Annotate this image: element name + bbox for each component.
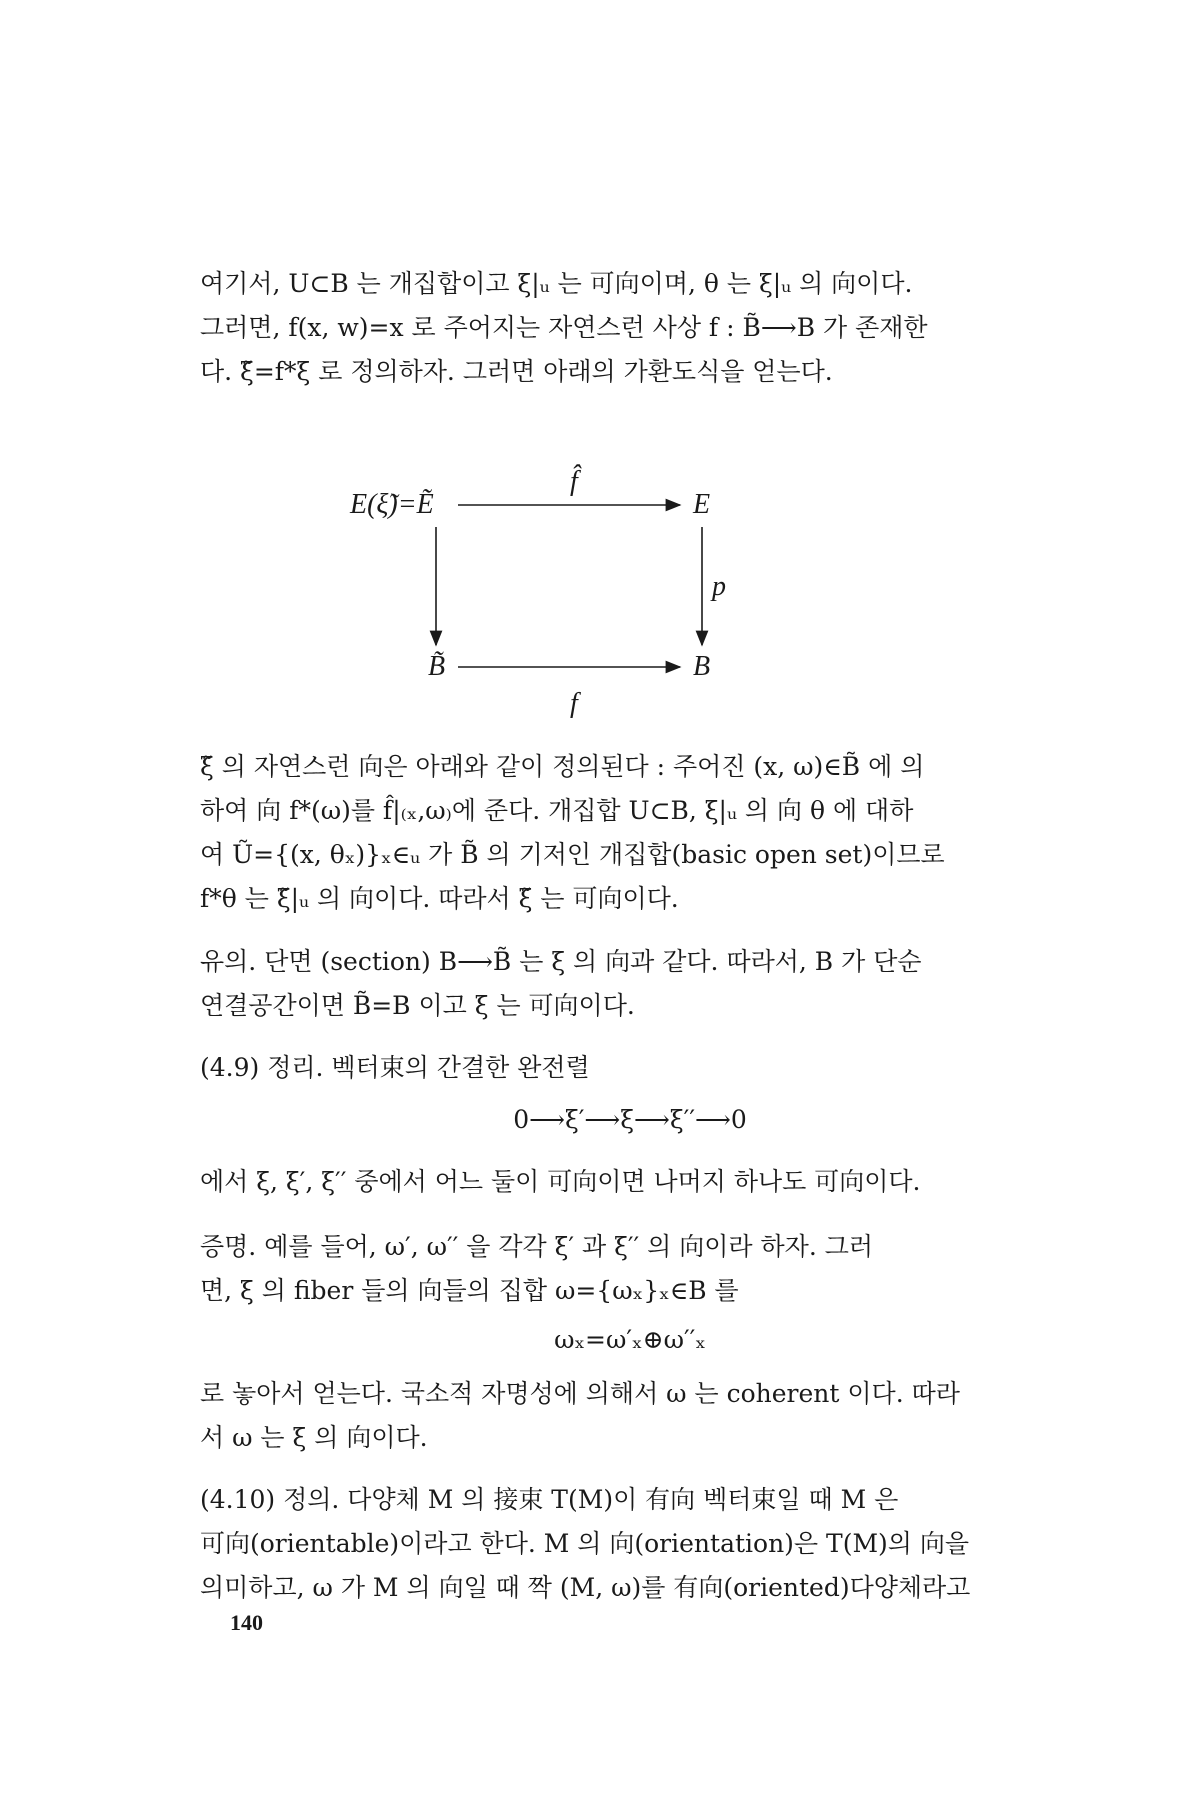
proof-conclusion (200, 1372, 1060, 1460)
diagram-right-arrow-label: p (712, 571, 726, 602)
text-line: (4.9) 정리. 벡터束의 간결한 완전렬 (200, 1053, 590, 1082)
commutative-diagram (350, 455, 840, 719)
text-line: 연결공간이면 B̃=B 이고 ξ 는 可向이다. (200, 991, 635, 1020)
text-line: 에서 ξ, ξ′, ξ′′ 중에서 어느 둘이 可向이면 나머지 하나도 可向이다. (200, 1167, 921, 1196)
text-line: 증명. 예를 들어, ω′, ω′′ 을 각각 ξ′ 과 ξ′′ 의 向이라 하자. 그러 (200, 1232, 874, 1261)
text-line: ωₓ=ω′ₓ⊕ω′′ₓ (554, 1325, 706, 1354)
page-number: 140 (230, 1610, 263, 1635)
text-line: 로 놓아서 얻는다. 국소적 자명성에 의해서 ω 는 coherent 이다. 따라 (200, 1379, 960, 1408)
text-line: 유의. 단면 (section) B⟶B̃ 는 ξ 의 向과 같다. 따라서, B 가 단순 (200, 947, 922, 976)
diagram-bottom-arrow-label: f (570, 688, 578, 719)
natural-orientation-paragraph (200, 745, 1060, 921)
text-line: 여 Ũ={(x, θₓ)}ₓ∈ᵤ 가 B̃ 의 기저인 개집합(basic open set)이므로 (200, 840, 945, 869)
text-line: 하여 向 f*(ω)를 f̂|₍ₓ,ω₎에 준다. 개집합 U⊂B, ξ|ᵤ 의 向 θ 에 대하 (200, 796, 914, 825)
definition-paragraph (200, 1478, 1060, 1610)
proof-paragraph (200, 1225, 1060, 1313)
text-line: ξ̃ 의 자연스런 向은 아래와 같이 정의된다 : 주어진 (x, ω)∈B̃ 에 의 (200, 752, 925, 781)
diagram-top-left: E(ξ̃)=Ẽ (350, 489, 434, 520)
theorem-title (200, 1046, 1060, 1090)
text-line: 서 ω 는 ξ 의 向이다. (200, 1423, 428, 1452)
text-line: 여기서, U⊂B 는 개집합이고 ξ|ᵤ 는 可向이며, θ 는 ξ|ᵤ 의 向이다. (200, 269, 913, 298)
remark-paragraph (200, 940, 1060, 1028)
diagram-bottom-left: B̃ (428, 651, 446, 682)
theorem-body (200, 1160, 1060, 1204)
text-line: 면, ξ 의 fiber 들의 向들의 집합 ω={ωₓ}ₓ∈B 를 (200, 1276, 739, 1305)
diagram-top-right: E (693, 489, 711, 520)
text-line: (4.10) 정의. 다양체 M 의 接束 T(M)이 有向 벡터束일 때 M 은 (200, 1485, 899, 1514)
exact-sequence (200, 1098, 1060, 1142)
diagram-top-arrow-label: f̂ (570, 466, 578, 497)
text-line: 可向(orientable)이라고 한다. M 의 向(orientation)은 T(M)의 向을 (200, 1529, 970, 1558)
text-line: 다. ξ̃=f*ξ 로 정의하자. 그러면 아래의 가환도식을 얻는다. (200, 357, 833, 386)
text-line: f*θ 는 ξ̃|ᵤ 의 向이다. 따라서 ξ̃ 는 可向이다. (200, 884, 679, 913)
text-line: 0⟶ξ′⟶ξ⟶ξ′′⟶0 (513, 1105, 747, 1134)
diagram-bottom-right: B (693, 651, 711, 682)
text-line: 그러면, f(x, w)=x 로 주어지는 자연스런 사상 f : B̃⟶B 가 존재한 (200, 313, 928, 342)
direct-sum-formula (200, 1318, 1060, 1362)
intro-paragraph (200, 262, 1060, 394)
text-line: 의미하고, ω 가 M 의 向일 때 짝 (M, ω)를 有向(oriented)다양체라고 (200, 1573, 971, 1602)
